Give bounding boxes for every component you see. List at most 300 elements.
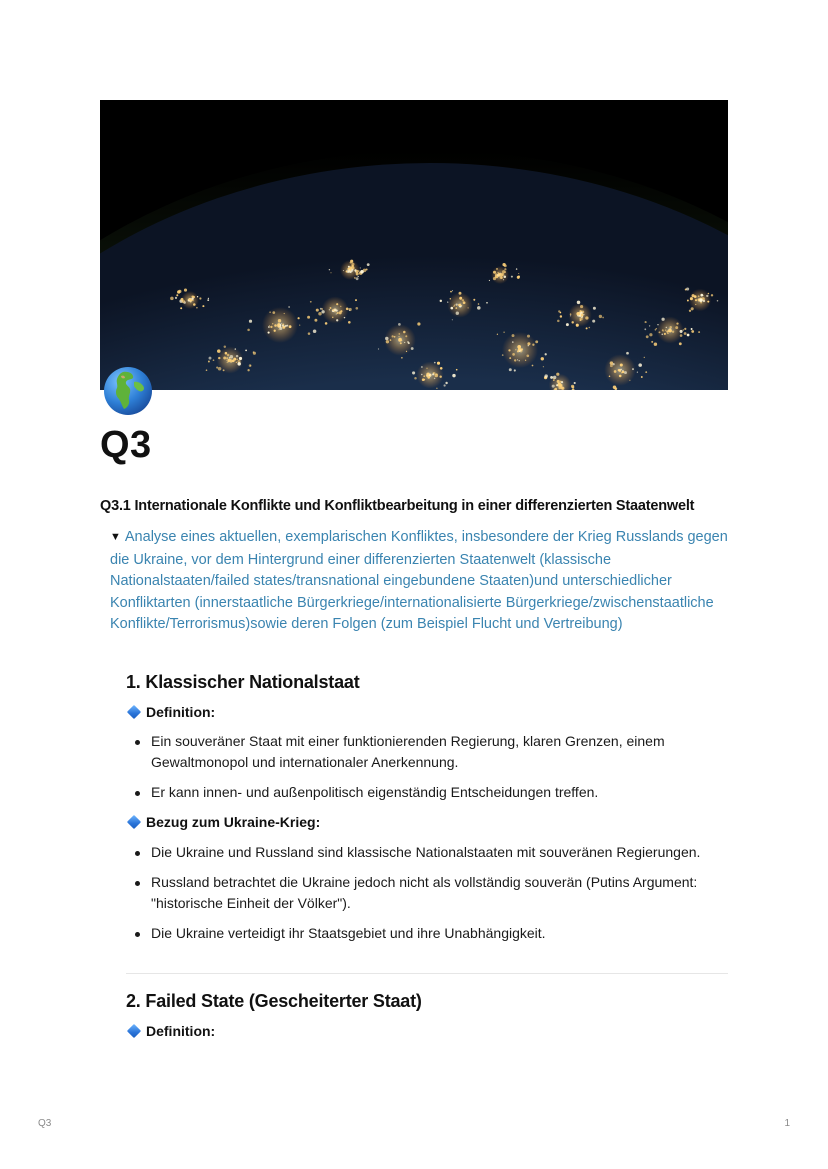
city-light: [459, 292, 462, 295]
city-light: [339, 311, 342, 314]
list-item: Die Ukraine und Russland sind klassische Nationalstaaten mit souveränen Regierungen.: [126, 842, 730, 863]
city-light: [398, 333, 400, 335]
city-light: [423, 379, 425, 381]
city-light: [274, 324, 277, 327]
city-light: [460, 304, 461, 305]
city-light: [503, 332, 504, 333]
city-light: [619, 369, 621, 371]
city-light: [518, 348, 521, 351]
city-light: [525, 360, 526, 361]
list-item: Ein souveräner Staat mit einer funktionierenden Regierung, klaren Grenzen, einem Gewaltmonopol und internationaler Anerkennung.: [126, 731, 730, 773]
city-light: [629, 380, 630, 381]
city-light: [329, 269, 330, 270]
city-light: [405, 335, 407, 337]
city-light: [224, 346, 226, 348]
city-light: [663, 331, 664, 332]
city-light: [700, 294, 703, 297]
city-light: [356, 277, 359, 280]
city-light: [184, 289, 187, 292]
city-light: [664, 333, 666, 335]
city-light: [282, 325, 284, 327]
globe-icon: [103, 366, 153, 416]
city-light: [610, 361, 613, 364]
city-light: [669, 329, 670, 330]
city-light: [196, 307, 198, 309]
city-light: [706, 295, 708, 297]
footer-page-number: 1: [784, 1118, 790, 1129]
city-light: [274, 330, 276, 332]
city-light: [581, 317, 582, 318]
city-light: [687, 334, 690, 337]
city-light: [477, 306, 481, 310]
city-light: [321, 310, 324, 313]
city-light: [695, 299, 697, 301]
city-light: [284, 325, 286, 327]
city-light: [434, 378, 436, 380]
city-light: [452, 319, 453, 320]
city-light: [279, 327, 282, 330]
city-light: [445, 382, 447, 384]
city-light: [493, 271, 496, 274]
city-light: [503, 279, 504, 280]
city-light: [408, 342, 410, 344]
city-light: [574, 382, 576, 384]
city-light: [656, 328, 658, 330]
list-item: Die Ukraine verteidigt ihr Staatsgebiet und ihre Unabhängigkeit.: [126, 923, 730, 944]
city-light: [579, 310, 581, 312]
city-light: [447, 301, 448, 302]
city-light: [676, 322, 678, 324]
city-light: [349, 308, 352, 311]
city-light: [651, 341, 653, 343]
city-light: [580, 305, 583, 308]
city-light: [556, 384, 558, 386]
city-light: [501, 273, 504, 276]
city-light: [690, 297, 693, 300]
city-light: [423, 375, 425, 377]
city-light: [686, 287, 689, 290]
city-light: [614, 370, 617, 373]
list-item: Russland betrachtet die Ukraine jedoch nicht als vollständig souverän (Putins Argument: "historische Einheit der Völker").: [126, 872, 730, 914]
city-light: [680, 334, 683, 337]
city-light: [350, 260, 353, 263]
city-light: [450, 298, 452, 300]
city-light: [571, 385, 574, 388]
city-light: [336, 313, 337, 314]
block-failed-state: [126, 991, 730, 1012]
city-light: [500, 276, 503, 279]
city-light: [586, 327, 588, 329]
city-light: [675, 326, 678, 329]
city-light: [330, 272, 331, 273]
city-light: [624, 371, 627, 374]
city-light: [669, 326, 672, 329]
city-light: [230, 357, 231, 358]
blue-diamond-icon: [127, 1024, 141, 1038]
city-light: [367, 263, 370, 266]
city-light: [180, 307, 182, 309]
city-light: [504, 275, 507, 278]
city-light: [708, 293, 710, 295]
city-light: [225, 352, 228, 355]
city-light: [478, 303, 480, 305]
city-light: [558, 310, 560, 312]
city-light: [517, 276, 520, 279]
city-light: [588, 327, 590, 329]
city-light: [239, 357, 242, 360]
city-light: [436, 388, 437, 389]
city-light: [358, 276, 359, 277]
city-light: [638, 363, 642, 367]
city-light: [707, 301, 709, 303]
city-light: [665, 330, 666, 331]
city-light: [515, 349, 516, 350]
city-light: [336, 303, 338, 305]
city-light: [435, 374, 439, 378]
city-light: [392, 335, 394, 337]
city-light: [226, 360, 227, 361]
city-light: [232, 359, 235, 362]
city-light: [316, 309, 319, 312]
city-light: [687, 300, 689, 302]
relation-label-row: [126, 814, 730, 830]
city-light: [661, 333, 663, 335]
relation-list: [126, 842, 730, 944]
city-light: [657, 324, 658, 325]
city-light: [699, 299, 702, 302]
city-light: [570, 313, 572, 315]
city-light: [560, 381, 562, 383]
city-light: [269, 311, 271, 313]
city-light: [661, 318, 664, 321]
city-light: [313, 329, 317, 333]
city-light: [516, 268, 517, 269]
city-light: [519, 360, 520, 361]
city-light: [268, 332, 270, 334]
city-light: [553, 378, 555, 380]
city-light: [355, 299, 357, 301]
city-light: [207, 299, 209, 301]
city-light: [390, 339, 392, 341]
city-light: [535, 340, 538, 343]
city-light: [512, 353, 515, 356]
block-national-state: [126, 672, 730, 693]
city-light: [609, 375, 611, 377]
city-light: [711, 294, 713, 296]
city-light: [343, 270, 344, 271]
city-light: [577, 301, 580, 304]
city-light: [398, 338, 402, 342]
city-light: [229, 359, 231, 361]
city-light: [599, 315, 602, 318]
city-light: [577, 312, 581, 316]
city-light: [190, 298, 193, 301]
city-light: [646, 335, 649, 338]
city-light: [334, 311, 335, 312]
city-light: [543, 366, 544, 367]
city-light: [356, 307, 359, 310]
page-title: Q3: [100, 424, 152, 466]
city-light: [332, 317, 333, 318]
city-light: [199, 297, 201, 299]
city-light: [509, 368, 512, 371]
city-light: [336, 319, 338, 321]
city-light: [489, 280, 490, 281]
city-light: [545, 374, 548, 377]
definition-label: Definition:: [146, 1023, 216, 1039]
heading-national-state: 1. Klassischer Nationalstaat: [126, 672, 360, 692]
city-light: [208, 298, 209, 299]
city-light: [356, 270, 359, 273]
section-heading: Q3.1 Internationale Konflikte und Konfliktbearbeitung in einer differenzierten Staatenwelt: [100, 498, 695, 514]
city-light: [216, 367, 218, 369]
city-light: [452, 290, 453, 291]
city-light: [270, 326, 272, 328]
city-light: [560, 315, 562, 317]
city-light: [218, 367, 222, 371]
city-light: [401, 357, 403, 359]
city-light: [177, 290, 180, 293]
city-light: [463, 301, 466, 304]
city-light: [498, 273, 501, 276]
city-light: [250, 365, 251, 366]
city-light: [666, 327, 667, 328]
city-light: [272, 311, 275, 314]
city-light: [593, 307, 596, 310]
city-light: [667, 332, 669, 334]
city-light: [473, 299, 475, 301]
city-light: [344, 317, 345, 318]
city-light: [632, 368, 634, 370]
city-light: [229, 357, 230, 358]
city-light: [645, 371, 647, 373]
city-light: [509, 357, 511, 359]
city-light: [694, 295, 697, 298]
city-light: [541, 357, 544, 360]
city-light: [351, 265, 353, 267]
city-light: [456, 369, 458, 371]
city-light: [622, 370, 623, 371]
city-light: [439, 375, 441, 377]
city-light: [235, 348, 236, 349]
city-light: [403, 331, 406, 334]
city-light: [197, 296, 198, 297]
city-light: [188, 299, 190, 301]
city-light: [517, 351, 519, 353]
city-light: [318, 312, 322, 316]
city-light: [440, 300, 442, 302]
city-light: [508, 349, 510, 351]
city-light: [698, 331, 700, 333]
city-light: [717, 300, 719, 302]
city-light: [227, 360, 229, 362]
city-light: [556, 373, 559, 376]
city-light: [512, 334, 515, 337]
city-light: [299, 324, 300, 325]
city-light: [404, 342, 405, 343]
city-light: [496, 268, 498, 270]
city-light: [213, 359, 215, 361]
blue-diamond-icon: [127, 705, 141, 719]
city-light: [360, 267, 361, 268]
city-light: [308, 332, 311, 335]
city-light: [249, 320, 252, 323]
city-light: [430, 374, 431, 375]
city-light: [468, 307, 469, 308]
city-light: [427, 376, 430, 379]
city-light: [337, 312, 339, 314]
city-light: [421, 374, 422, 375]
city-light: [284, 313, 285, 314]
definition-list: [126, 731, 730, 803]
city-light: [434, 362, 436, 364]
city-light: [504, 268, 506, 270]
city-light: [281, 323, 282, 324]
city-light: [206, 369, 208, 371]
city-light: [613, 385, 616, 388]
city-light: [346, 271, 348, 273]
city-light: [411, 347, 414, 350]
city-light: [245, 350, 247, 352]
city-light: [679, 342, 682, 345]
city-light: [461, 305, 462, 306]
city-light: [698, 295, 700, 297]
city-light: [321, 308, 323, 310]
city-light: [349, 266, 352, 269]
city-light: [272, 323, 273, 324]
city-light: [514, 369, 516, 371]
city-light: [176, 294, 178, 296]
footer-page-title: Q3: [38, 1118, 52, 1129]
city-light: [649, 333, 652, 336]
city-light: [691, 307, 694, 310]
city-light: [695, 304, 696, 305]
city-light: [406, 351, 407, 352]
city-light: [398, 336, 399, 337]
city-light: [314, 319, 317, 322]
city-light: [450, 291, 452, 293]
city-light: [511, 276, 513, 278]
city-light: [645, 321, 647, 323]
toggle-block[interactable]: [110, 527, 730, 636]
city-light: [644, 357, 645, 358]
city-light: [354, 277, 356, 279]
city-light: [497, 334, 498, 335]
city-light: [641, 376, 643, 378]
city-light: [526, 354, 529, 357]
city-light: [277, 324, 280, 327]
city-light: [414, 377, 417, 380]
city-light: [334, 310, 335, 311]
definition-label-row-2: [126, 1023, 730, 1039]
city-light: [558, 382, 561, 385]
city-light: [462, 299, 464, 301]
city-light: [386, 340, 389, 343]
city-light: [182, 300, 185, 303]
city-light: [325, 322, 328, 325]
city-light: [518, 273, 519, 274]
city-light: [193, 303, 196, 306]
city-light: [330, 307, 332, 309]
city-light: [571, 321, 573, 323]
city-light: [348, 271, 350, 273]
city-light: [236, 355, 239, 358]
city-light: [703, 300, 705, 302]
city-light: [452, 374, 455, 377]
city-light: [502, 263, 505, 266]
city-light: [512, 341, 514, 343]
city-light: [223, 369, 225, 371]
city-light: [455, 303, 457, 305]
city-light: [278, 329, 279, 330]
city-light: [527, 342, 530, 345]
city-light: [236, 362, 237, 363]
city-light: [684, 328, 686, 330]
city-light: [689, 310, 691, 312]
city-light: [619, 375, 622, 378]
city-light: [170, 297, 174, 301]
city-light: [456, 312, 459, 315]
city-light: [659, 331, 661, 333]
city-light: [437, 362, 440, 365]
city-light: [532, 365, 534, 367]
city-light: [278, 319, 281, 322]
city-light: [672, 331, 674, 333]
earth-at-night-illustration: [100, 100, 728, 390]
city-light: [550, 376, 553, 379]
city-light: [654, 342, 657, 345]
city-light: [310, 301, 312, 303]
city-light: [426, 368, 427, 369]
city-light: [691, 330, 694, 333]
city-light: [576, 324, 579, 327]
toggle-triangle-icon[interactable]: ▼: [110, 531, 121, 543]
city-light: [580, 319, 582, 321]
city-light: [209, 357, 212, 360]
city-light: [394, 336, 396, 338]
heading-failed-state: 2. Failed State (Gescheiterter Staat): [126, 991, 422, 1011]
city-light: [307, 316, 310, 319]
city-light: [532, 344, 534, 346]
city-light: [223, 357, 226, 360]
city-light: [455, 307, 457, 309]
city-light: [649, 325, 650, 326]
city-light: [528, 345, 529, 346]
city-light: [527, 335, 530, 338]
city-light: [545, 353, 547, 355]
city-light: [443, 384, 445, 386]
city-light: [247, 329, 250, 332]
city-light: [644, 328, 646, 330]
city-light: [385, 337, 388, 340]
city-light: [557, 320, 560, 323]
city-light: [459, 297, 462, 300]
city-light: [217, 349, 221, 353]
city-light: [360, 270, 364, 274]
city-light: [298, 317, 300, 319]
city-light: [237, 362, 240, 365]
city-light: [684, 332, 687, 335]
city-light: [348, 321, 351, 324]
list-item: Er kann innen- und außenpolitisch eigenständig Entscheidungen treffen.: [126, 782, 730, 803]
city-light: [218, 357, 220, 359]
city-light: [329, 309, 330, 310]
city-light: [585, 316, 588, 319]
city-light: [602, 317, 604, 319]
definition-label-row: [126, 704, 730, 720]
city-light: [583, 314, 584, 315]
city-light: [227, 362, 228, 363]
